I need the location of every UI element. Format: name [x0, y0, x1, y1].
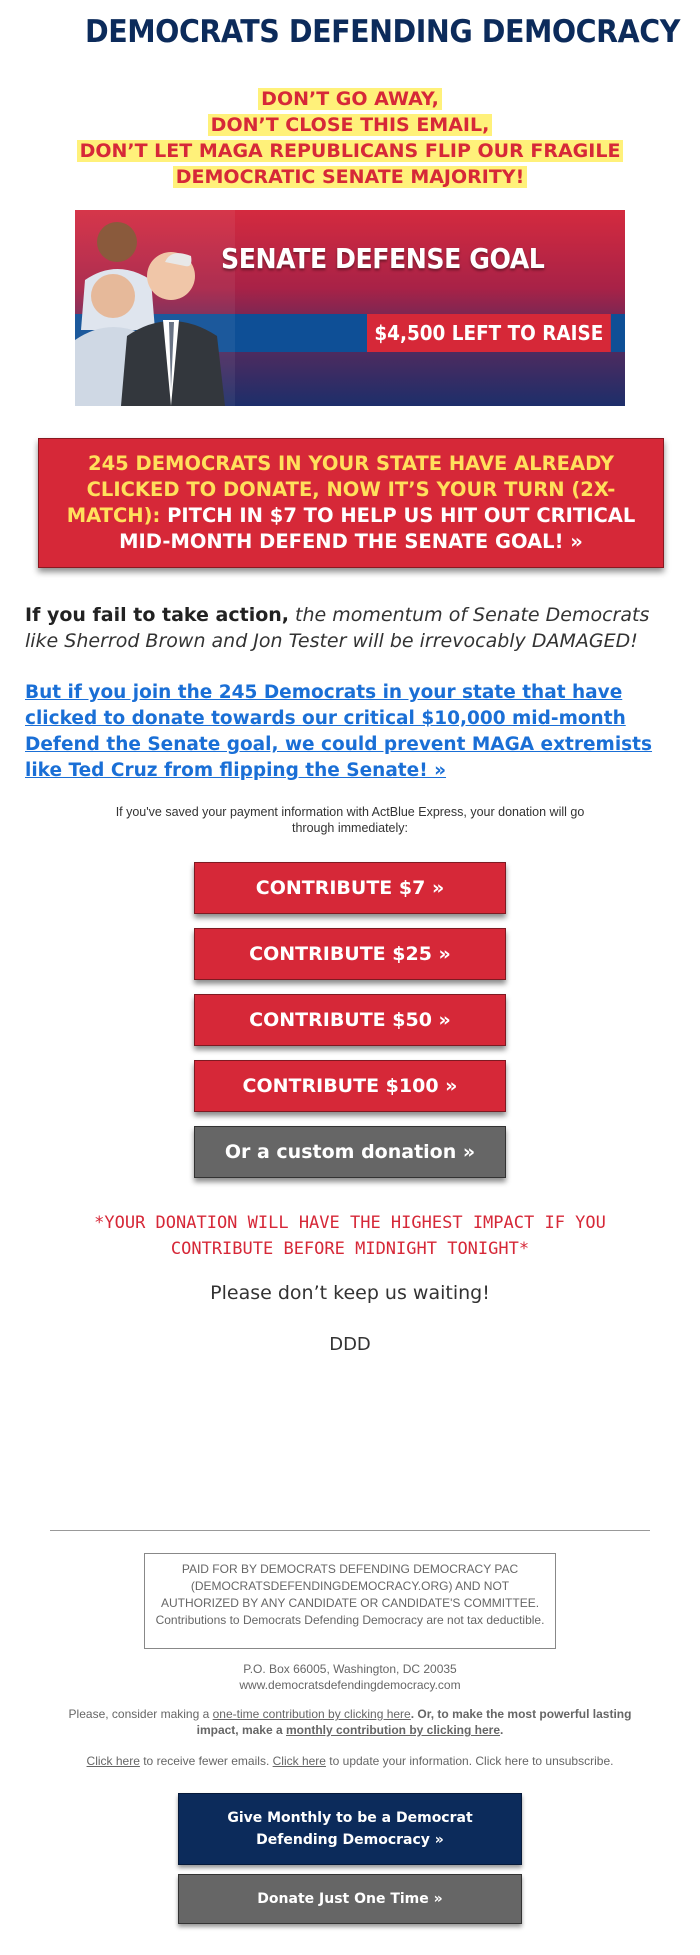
postal-address: P.O. Box 66005, Washington, DC 20035 [243, 1662, 457, 1676]
contribute-100-button[interactable]: CONTRIBUTE $100 » [194, 1060, 506, 1112]
match-cta-box[interactable] [38, 438, 664, 568]
warning-line-2: DON’T CLOSE THIS EMAIL, [208, 114, 493, 136]
consider-end: . [500, 1723, 504, 1737]
senators-photo-icon [75, 210, 235, 406]
consider-middle: . Or, to make the most powerful lasting impact, make a [196, 1707, 632, 1737]
warning-paragraph-italic: the momentum of Senate Democrats like Sherrod Brown and Jon Tester will be irrevocably DAMAGED! [25, 604, 650, 652]
warning-paragraph-bold: If you fail to take action, [25, 604, 290, 626]
paid-for-disclaimer [144, 1553, 556, 1649]
fewer-emails-link[interactable]: Click here [86, 1754, 140, 1768]
warning-paragraph [25, 602, 675, 654]
signature: DDD [329, 1334, 371, 1355]
closing-plea: Please don’t keep us waiting! [210, 1282, 490, 1304]
header [75, 10, 680, 54]
update-unsubscribe-text: to update your information. Click here to unsubscribe. [325, 1754, 614, 1768]
actblue-express-note: If you've saved your payment information with ActBlue Express, your donation will go through immediately: [115, 805, 585, 835]
warning-headline [60, 86, 640, 190]
contribute-50-button[interactable]: CONTRIBUTE $50 » [194, 994, 506, 1046]
join-donors-link[interactable]: But if you join the 245 Democrats in your state that have clicked to donate towards our critical $10,000 mid-month Defend the Senate goal, we could prevent MAGA extremists like Ted Cruz from flipping the Senate! » [25, 682, 653, 781]
mailing-address [0, 1661, 700, 1693]
contribution-options-text [60, 1706, 640, 1738]
senate-goal-banner[interactable] [75, 210, 625, 406]
one-time-contribution-link[interactable]: one-time contribution by clicking here [212, 1707, 411, 1721]
warning-line-4: DEMOCRATIC SENATE MAJORITY! [173, 166, 527, 188]
email-preferences [0, 1753, 700, 1769]
cta-yellow-text: 245 DEMOCRATS IN YOUR STATE HAVE ALREADY CLICKED TO DONATE, NOW IT’S YOUR TURN (2X-MATCH): [66, 452, 616, 527]
custom-donation-button[interactable]: Or a custom donation » [194, 1126, 506, 1178]
warning-line-3: DON’T LET MAGA REPUBLICANS FLIP OUR FRAGILE [77, 140, 624, 162]
consider-prefix: Please, consider making a [68, 1707, 213, 1721]
update-info-link[interactable]: Click here [272, 1754, 326, 1768]
banner-title: SENATE DEFENSE GOAL [221, 242, 545, 275]
deadline-notice: *YOUR DONATION WILL HAVE THE HIGHEST IMPACT IF YOU CONTRIBUTE BEFORE MIDNIGHT TONIGHT* [94, 1213, 606, 1259]
amount-left-badge: $4,500 LEFT TO RAISE [367, 314, 611, 352]
cta-white-text: PITCH IN $7 TO HELP US HIT OUT CRITICAL MID-MONTH DEFEND THE SENATE GOAL! » [119, 504, 636, 553]
donate-one-time-button[interactable]: Donate Just One Time » [178, 1874, 522, 1924]
fewer-emails-text: to receive fewer emails. [139, 1754, 273, 1768]
contribute-7-button[interactable]: CONTRIBUTE $7 » [194, 862, 506, 914]
monthly-contribution-link[interactable]: monthly contribution by clicking here [286, 1723, 501, 1737]
disclaimer-paid-for: PAID FOR BY DEMOCRATS DEFENDING DEMOCRACY PAC (DEMOCRATSDEFENDINGDEMOCRACY.ORG) AND NOT AUTHORIZED BY ANY CANDIDATE OR CANDIDATE'S COMMITTEE. [160, 1562, 540, 1610]
footer-divider [50, 1530, 650, 1531]
contribute-25-button[interactable]: CONTRIBUTE $25 » [194, 928, 506, 980]
website-url: www.democratsdefendingdemocracy.com [239, 1678, 461, 1692]
disclaimer-tax: Contributions to Democrats Defending Democracy are not tax deductible. [155, 1613, 545, 1627]
org-title: DEMOCRATS DEFENDING DEMOCRACY [85, 14, 680, 50]
warning-line-1: DON’T GO AWAY, [258, 88, 442, 110]
give-monthly-button[interactable]: Give Monthly to be a Democrat Defending Democracy » [178, 1793, 522, 1865]
